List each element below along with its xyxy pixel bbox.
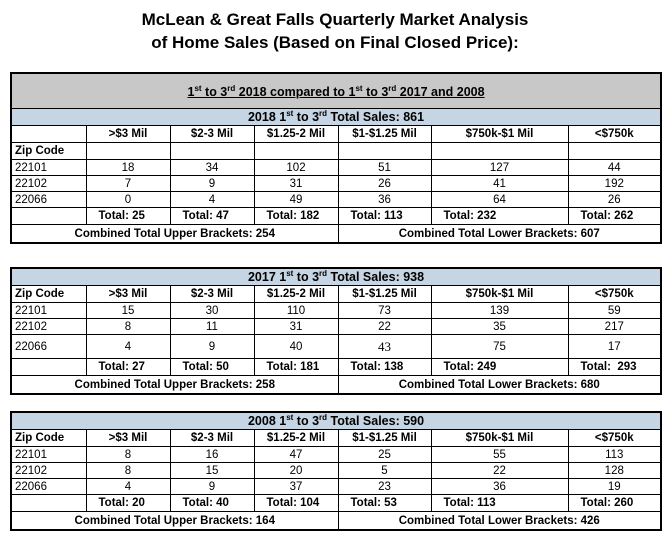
value-cell: 64 <box>431 192 568 208</box>
value-cell: 49 <box>254 192 338 208</box>
combined-row <box>11 225 661 244</box>
table-row <box>11 335 661 359</box>
value-cell: 30 <box>170 303 254 319</box>
value-cell: 8 <box>86 447 170 463</box>
column-header-row <box>11 286 661 303</box>
value-cell: 31 <box>254 176 338 192</box>
table-row <box>11 463 661 479</box>
value-cell: 127 <box>431 160 568 176</box>
value-cell: 15 <box>86 303 170 319</box>
value-cell: 36 <box>338 192 431 208</box>
page-title <box>0 8 670 54</box>
total-cell: Total: 50 <box>170 359 254 376</box>
column-header-row <box>11 126 661 143</box>
column-header: $1.25-2 Mil <box>254 126 338 143</box>
zip-cell: 22066 <box>11 335 86 359</box>
value-cell: 113 <box>568 447 661 463</box>
combined-row <box>11 512 661 531</box>
combined-upper: Combined Total Upper Brackets: 164 <box>11 512 338 531</box>
table-2018 <box>10 72 662 244</box>
value-cell: 19 <box>568 479 661 495</box>
total-cell: Total: 113 <box>431 495 568 512</box>
value-cell: 9 <box>170 176 254 192</box>
table-row <box>11 479 661 495</box>
value-cell: 22 <box>431 463 568 479</box>
totals-row <box>11 208 661 225</box>
value-cell: 44 <box>568 160 661 176</box>
value-cell: 5 <box>338 463 431 479</box>
value-cell: 41 <box>431 176 568 192</box>
table-row <box>11 192 661 208</box>
zip-cell: 22102 <box>11 176 86 192</box>
zip-cell: 22101 <box>11 160 86 176</box>
value-cell: 26 <box>338 176 431 192</box>
zip-label-row <box>11 143 661 160</box>
column-header: $1.25-2 Mil <box>254 286 338 303</box>
value-cell: 4 <box>86 479 170 495</box>
total-cell: Total: 20 <box>86 495 170 512</box>
value-cell: 192 <box>568 176 661 192</box>
value-cell: 8 <box>86 319 170 335</box>
value-cell: 7 <box>86 176 170 192</box>
total-cell: Total: 262 <box>568 208 661 225</box>
combined-upper: Combined Total Upper Brackets: 254 <box>11 225 338 244</box>
value-cell: 18 <box>86 160 170 176</box>
value-cell: 4 <box>86 335 170 359</box>
value-cell: 4 <box>170 192 254 208</box>
table-row <box>11 176 661 192</box>
value-cell: 59 <box>568 303 661 319</box>
combined-lower: Combined Total Lower Brackets: 426 <box>338 512 661 531</box>
total-cell: Total: 181 <box>254 359 338 376</box>
zip-cell: 22101 <box>11 303 86 319</box>
value-cell: 16 <box>170 447 254 463</box>
column-header: <$750k <box>568 286 661 303</box>
column-header-row <box>11 430 661 447</box>
comparison-header: 1st to 3rd 2018 compared to 1st to 3rd 2017 and 2008 <box>11 73 661 109</box>
table-2017 <box>10 267 662 395</box>
value-cell: 139 <box>431 303 568 319</box>
value-cell: 31 <box>254 319 338 335</box>
zip-code-label: Zip Code <box>11 143 86 160</box>
column-header: >$3 Mil <box>86 286 170 303</box>
total-cell: Total: 138 <box>338 359 431 376</box>
section-heading-2018: 2018 1st to 3rd Total Sales: 861 <box>11 109 661 126</box>
column-header: <$750k <box>568 430 661 447</box>
total-cell: Total: 104 <box>254 495 338 512</box>
zip-cell: 22102 <box>11 463 86 479</box>
value-cell: 73 <box>338 303 431 319</box>
zip-cell: 22101 <box>11 447 86 463</box>
combined-row <box>11 376 661 395</box>
total-cell: Total: 25 <box>86 208 170 225</box>
total-cell: Total: 53 <box>338 495 431 512</box>
table-row <box>11 447 661 463</box>
total-cell: Total: 113 <box>338 208 431 225</box>
column-header-blank <box>11 126 86 143</box>
value-cell: 47 <box>254 447 338 463</box>
zip-code-label: Zip Code <box>11 430 86 447</box>
total-cell: Total: 47 <box>170 208 254 225</box>
total-cell: Total: 249 <box>431 359 568 376</box>
total-cell: Total: 182 <box>254 208 338 225</box>
value-cell: 37 <box>254 479 338 495</box>
value-cell: 23 <box>338 479 431 495</box>
combined-lower: Combined Total Lower Brackets: 607 <box>338 225 661 244</box>
total-cell: Total: 293 <box>568 359 661 376</box>
value-cell: 110 <box>254 303 338 319</box>
title-line-1: McLean & Great Falls Quarterly Market Analysis <box>141 10 529 29</box>
zip-cell: 22066 <box>11 479 86 495</box>
total-cell: Total: 260 <box>568 495 661 512</box>
total-cell: Total: 27 <box>86 359 170 376</box>
value-cell: 40 <box>254 335 338 359</box>
zip-cell: 22102 <box>11 319 86 335</box>
zip-cell: 22066 <box>11 192 86 208</box>
value-cell: 22 <box>338 319 431 335</box>
value-cell: 217 <box>568 319 661 335</box>
value-cell: 26 <box>568 192 661 208</box>
column-header: >$3 Mil <box>86 430 170 447</box>
totals-row <box>11 495 661 512</box>
value-cell: 11 <box>170 319 254 335</box>
value-cell: 43 <box>338 335 431 359</box>
value-cell: 128 <box>568 463 661 479</box>
column-header: $2-3 Mil <box>170 126 254 143</box>
value-cell: 8 <box>86 463 170 479</box>
column-header: $1-$1.25 Mil <box>338 430 431 447</box>
value-cell: 15 <box>170 463 254 479</box>
value-cell: 75 <box>431 335 568 359</box>
value-cell: 102 <box>254 160 338 176</box>
total-cell: Total: 40 <box>170 495 254 512</box>
value-cell: 34 <box>170 160 254 176</box>
value-cell: 55 <box>431 447 568 463</box>
value-cell: 35 <box>431 319 568 335</box>
combined-upper: Combined Total Upper Brackets: 258 <box>11 376 338 395</box>
column-header: $1.25-2 Mil <box>254 430 338 447</box>
value-cell: 9 <box>170 335 254 359</box>
value-cell: 36 <box>431 479 568 495</box>
section-heading-2008: 2008 1st to 3rd Total Sales: 590 <box>11 412 661 430</box>
column-header: $750k-$1 Mil <box>431 286 568 303</box>
column-header: <$750k <box>568 126 661 143</box>
table-row <box>11 319 661 335</box>
column-header: $750k-$1 Mil <box>431 430 568 447</box>
value-cell: 20 <box>254 463 338 479</box>
zip-code-label: Zip Code <box>11 286 86 303</box>
column-header: $1-$1.25 Mil <box>338 286 431 303</box>
table-2008 <box>10 411 662 531</box>
value-cell: 9 <box>170 479 254 495</box>
table-row <box>11 303 661 319</box>
column-header: $2-3 Mil <box>170 286 254 303</box>
column-header: >$3 Mil <box>86 126 170 143</box>
column-header: $1-$1.25 Mil <box>338 126 431 143</box>
value-cell: 0 <box>86 192 170 208</box>
table-row <box>11 160 661 176</box>
total-cell: Total: 232 <box>431 208 568 225</box>
column-header: $750k-$1 Mil <box>431 126 568 143</box>
section-heading-2017: 2017 1st to 3rd Total Sales: 938 <box>11 268 661 286</box>
value-cell: 25 <box>338 447 431 463</box>
combined-lower: Combined Total Lower Brackets: 680 <box>338 376 661 395</box>
column-header: $2-3 Mil <box>170 430 254 447</box>
title-line-2: of Home Sales (Based on Final Closed Price): <box>151 33 519 52</box>
value-cell: 51 <box>338 160 431 176</box>
totals-row <box>11 359 661 376</box>
value-cell: 17 <box>568 335 661 359</box>
